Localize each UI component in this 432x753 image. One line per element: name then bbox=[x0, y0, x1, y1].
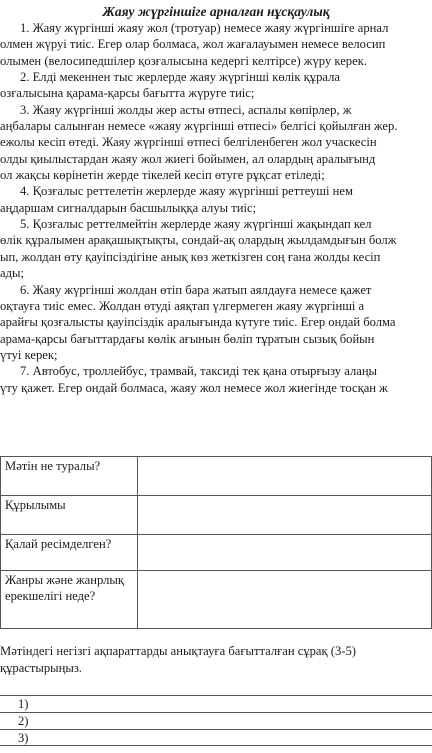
task-line: Мәтіндегі негізгі ақпараттарды анықтауға бағытталған сұрақ (3-5) bbox=[0, 644, 356, 658]
answer-line[interactable]: 1) bbox=[0, 695, 432, 712]
answer-line[interactable]: 2) bbox=[0, 712, 432, 729]
instruction-text bbox=[0, 20, 432, 450]
answer-lines bbox=[0, 695, 432, 746]
table-answer-cell[interactable] bbox=[138, 496, 432, 535]
text-line: ол жақсы көрінетін жерде тікелей кесіп өтуге рұқсат етіледі; bbox=[0, 168, 325, 183]
text-line: ады; bbox=[0, 266, 24, 281]
table-question-cell: Мәтін не туралы? bbox=[1, 457, 138, 496]
text-line: оқтауға тиіс емес. Жолдан өтуді аяқтап үлгермеген жаяу жүргінші а bbox=[0, 298, 365, 313]
text-line: олмен жүруі тиіс. Егер олар болмаса, жол жағалауымен немесе велосип bbox=[0, 37, 386, 52]
text-line: үтуі керек; bbox=[0, 347, 58, 362]
table-question-cell: Қалай ресімделген? bbox=[1, 535, 138, 571]
text-line: 5. Қозғалыс реттелмейтін жерлерде жаяу жүргінші жақындап кел bbox=[20, 217, 372, 232]
text-line: 6. Жаяу жүргінші жолдан өтіп бара жатып аялдауға немесе қажет bbox=[20, 282, 372, 297]
table-row bbox=[1, 535, 432, 571]
table-answer-cell[interactable] bbox=[138, 571, 432, 629]
text-line: ежолы кесіп өтеді. Жаяу жүргінші өтпесі белгіленбеген жол учаскесін bbox=[0, 135, 377, 150]
text-line: 1. Жаяу жүргінші жаяу жол (тротуар) немесе жаяу жүргіншіге арнал bbox=[20, 21, 389, 35]
text-line: 7. Автобус, троллейбус, трамвай, таксиді тек қана отырғызу алаңы bbox=[20, 364, 378, 379]
task-line: құрастырыңыз. bbox=[0, 661, 82, 675]
table-answer-cell[interactable] bbox=[138, 457, 432, 496]
text-line: олымен (велосипедшілер қозғалысына кедергі келтірсе) жүру керек. bbox=[0, 53, 367, 68]
text-line: 4. Қозғалыс реттелетін жерлерде жаяу жүргінші реттеуші нем bbox=[20, 184, 353, 199]
text-line: олды қиылыстардан жаяу жол жиегі бойымен, ал олардың аралығынд bbox=[0, 151, 376, 166]
page-title: Жаяу жүргіншіге арналған нұсқаулық bbox=[102, 4, 330, 19]
text-line: аңдаршам сигналдарын басшылыққа алуы тиіс; bbox=[0, 200, 257, 215]
text-line: озғалысына қарама-қарсы бағытта жүруге тиіс; bbox=[0, 86, 255, 101]
text-line: аңбалары салынған немесе «жаяу жүргінші өтпесі» белгісі қойылған жер. bbox=[0, 119, 398, 134]
table-question-cell: Жанры және жанрлық ерекшелігі неде? bbox=[1, 571, 138, 629]
text-line: үту қажет. Егер ондай болмаса, жаяу жол немесе жол жиегінде тосқан ж bbox=[0, 380, 388, 395]
text-line: өлік құралымен арақашықтықты, сондай-ақ олардың жылдамдығын болж bbox=[0, 233, 397, 248]
text-line: арама-қарсы бағыттардағы көлік ағынын бөліп тұратын сызық бойын bbox=[0, 331, 375, 346]
table-answer-cell[interactable] bbox=[138, 535, 432, 571]
analysis-table bbox=[0, 456, 432, 629]
text-line: арайғы қозғалысты қауіпсіздік аралығында күтуге тиіс. Егер ондай болма bbox=[0, 315, 396, 330]
answer-line[interactable]: 3) bbox=[0, 729, 432, 746]
table-row bbox=[1, 457, 432, 496]
task-prompt bbox=[0, 643, 432, 677]
text-line: 2. Елді мекеннен тыс жерлерде жаяу жүргінші көлік құрала bbox=[20, 70, 340, 85]
text-line: 3. Жаяу жүргінші жолды жер асты өтпесі, аспалы көпірлер, ж bbox=[20, 102, 352, 117]
table-question-cell: Құрылымы bbox=[1, 496, 138, 535]
text-line: ып, жолдан өту қауіпсіздігіне анық көз жеткізген соң ғана жолды кесіп bbox=[0, 249, 381, 264]
table-row bbox=[1, 571, 432, 629]
table-row bbox=[1, 496, 432, 535]
